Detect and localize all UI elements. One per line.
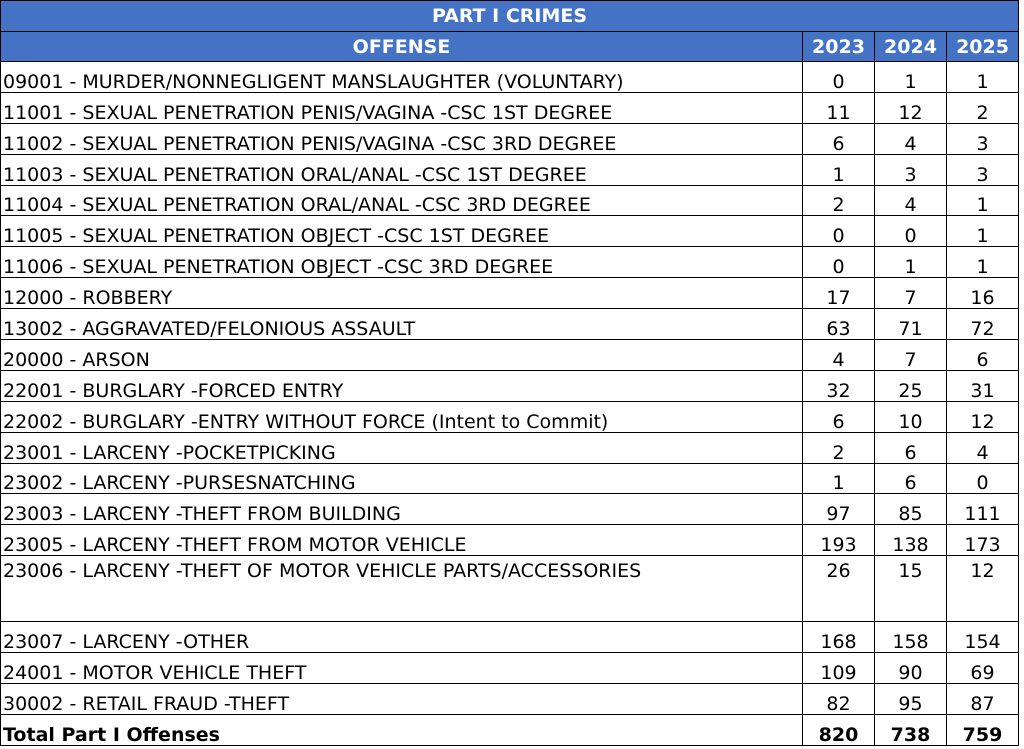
- offense-cell: 11006 - SEXUAL PENETRATION OBJECT -CSC 3RD DEGREE: [1, 247, 803, 278]
- count-2024-cell: 15: [875, 556, 947, 622]
- count-2023-cell: 6: [803, 401, 875, 432]
- count-2023-cell: 4: [803, 340, 875, 371]
- count-2025-cell: 1: [947, 247, 1019, 278]
- offense-cell: 13002 - AGGRAVATED/FELONIOUS ASSAULT: [1, 309, 803, 340]
- offense-cell: 22002 - BURGLARY -ENTRY WITHOUT FORCE (Intent to Commit): [1, 401, 803, 432]
- count-2025-cell: 111: [947, 494, 1019, 525]
- count-2023-cell: 82: [803, 684, 875, 715]
- count-2025-cell: 1: [947, 62, 1019, 93]
- count-2024-cell: 6: [875, 432, 947, 463]
- count-2023-cell: 63: [803, 309, 875, 340]
- count-2025-cell: 1: [947, 185, 1019, 216]
- offense-cell: 24001 - MOTOR VEHICLE THEFT: [1, 653, 803, 684]
- offense-cell: 23002 - LARCENY -PURSESNATCHING: [1, 463, 803, 494]
- count-2023-cell: 0: [803, 247, 875, 278]
- count-2024-cell: 1: [875, 62, 947, 93]
- table-row: [1, 92, 1019, 123]
- count-2025-cell: 12: [947, 401, 1019, 432]
- count-2025-cell: 31: [947, 370, 1019, 401]
- total-2023-cell: 820: [803, 714, 875, 745]
- column-header-offense: OFFENSE: [1, 32, 803, 62]
- count-2023-cell: 6: [803, 123, 875, 154]
- count-2023-cell: 97: [803, 494, 875, 525]
- count-2025-cell: 6: [947, 340, 1019, 371]
- offense-cell: 23006 - LARCENY -THEFT OF MOTOR VEHICLE PARTS/ACCESSORIES: [1, 556, 803, 622]
- count-2024-cell: 71: [875, 309, 947, 340]
- count-2025-cell: 3: [947, 123, 1019, 154]
- count-2023-cell: 2: [803, 432, 875, 463]
- count-2024-cell: 25: [875, 370, 947, 401]
- count-2024-cell: 95: [875, 684, 947, 715]
- count-2023-cell: 0: [803, 62, 875, 93]
- count-2025-cell: 1: [947, 216, 1019, 247]
- count-2023-cell: 26: [803, 556, 875, 622]
- table-row: [1, 463, 1019, 494]
- offense-cell: 23007 - LARCENY -OTHER: [1, 622, 803, 653]
- count-2023-cell: 2: [803, 185, 875, 216]
- total-2025-cell: 759: [947, 714, 1019, 745]
- column-header-2023: 2023: [803, 32, 875, 62]
- count-2025-cell: 12: [947, 556, 1019, 622]
- table-row: [1, 62, 1019, 93]
- count-2024-cell: 0: [875, 216, 947, 247]
- offense-cell: 11003 - SEXUAL PENETRATION ORAL/ANAL -CSC 1ST DEGREE: [1, 154, 803, 185]
- table-row: [1, 309, 1019, 340]
- offense-cell: 11001 - SEXUAL PENETRATION PENIS/VAGINA -CSC 1ST DEGREE: [1, 92, 803, 123]
- table-row: [1, 216, 1019, 247]
- table-row: [1, 684, 1019, 715]
- count-2024-cell: 138: [875, 525, 947, 556]
- offense-cell: 11002 - SEXUAL PENETRATION PENIS/VAGINA -CSC 3RD DEGREE: [1, 123, 803, 154]
- count-2023-cell: 1: [803, 154, 875, 185]
- count-2024-cell: 7: [875, 340, 947, 371]
- count-2025-cell: 2: [947, 92, 1019, 123]
- count-2024-cell: 7: [875, 278, 947, 309]
- count-2024-cell: 4: [875, 185, 947, 216]
- count-2023-cell: 32: [803, 370, 875, 401]
- table-row: [1, 432, 1019, 463]
- offense-cell: 11004 - SEXUAL PENETRATION ORAL/ANAL -CSC 3RD DEGREE: [1, 185, 803, 216]
- count-2023-cell: 193: [803, 525, 875, 556]
- count-2023-cell: 17: [803, 278, 875, 309]
- offense-cell: 23003 - LARCENY -THEFT FROM BUILDING: [1, 494, 803, 525]
- count-2025-cell: 16: [947, 278, 1019, 309]
- count-2023-cell: 109: [803, 653, 875, 684]
- table-row: [1, 622, 1019, 653]
- table-row: [1, 494, 1019, 525]
- table-row: [1, 247, 1019, 278]
- count-2024-cell: 10: [875, 401, 947, 432]
- total-2024-cell: 738: [875, 714, 947, 745]
- table-row: [1, 401, 1019, 432]
- column-header-2025: 2025: [947, 32, 1019, 62]
- table-row: [1, 278, 1019, 309]
- offense-cell: 11005 - SEXUAL PENETRATION OBJECT -CSC 1ST DEGREE: [1, 216, 803, 247]
- count-2024-cell: 158: [875, 622, 947, 653]
- table-title-row: [1, 1, 1019, 32]
- count-2025-cell: 3: [947, 154, 1019, 185]
- count-2024-cell: 85: [875, 494, 947, 525]
- count-2025-cell: 0: [947, 463, 1019, 494]
- offense-cell: 30002 - RETAIL FRAUD -THEFT: [1, 684, 803, 715]
- table-row: [1, 525, 1019, 556]
- table-row: [1, 653, 1019, 684]
- offense-cell: 22001 - BURGLARY -FORCED ENTRY: [1, 370, 803, 401]
- count-2025-cell: 173: [947, 525, 1019, 556]
- offense-cell: 12000 - ROBBERY: [1, 278, 803, 309]
- count-2025-cell: 87: [947, 684, 1019, 715]
- column-header-2024: 2024: [875, 32, 947, 62]
- count-2024-cell: 12: [875, 92, 947, 123]
- table-row: [1, 123, 1019, 154]
- count-2025-cell: 154: [947, 622, 1019, 653]
- count-2024-cell: 3: [875, 154, 947, 185]
- count-2023-cell: 11: [803, 92, 875, 123]
- count-2025-cell: 72: [947, 309, 1019, 340]
- column-header-row: [1, 32, 1019, 62]
- count-2024-cell: 6: [875, 463, 947, 494]
- table-title: PART I CRIMES: [1, 1, 1019, 32]
- offense-cell: 09001 - MURDER/NONNEGLIGENT MANSLAUGHTER (VOLUNTARY): [1, 62, 803, 93]
- offense-cell: 23005 - LARCENY -THEFT FROM MOTOR VEHICLE: [1, 525, 803, 556]
- offense-cell: 20000 - ARSON: [1, 340, 803, 371]
- count-2025-cell: 4: [947, 432, 1019, 463]
- count-2024-cell: 1: [875, 247, 947, 278]
- count-2023-cell: 168: [803, 622, 875, 653]
- total-label: Total Part I Offenses: [1, 714, 803, 745]
- count-2024-cell: 4: [875, 123, 947, 154]
- count-2025-cell: 69: [947, 653, 1019, 684]
- table-row: [1, 556, 1019, 622]
- count-2024-cell: 90: [875, 653, 947, 684]
- table-row: [1, 370, 1019, 401]
- table-row: [1, 185, 1019, 216]
- table-row: [1, 340, 1019, 371]
- count-2023-cell: 1: [803, 463, 875, 494]
- count-2023-cell: 0: [803, 216, 875, 247]
- total-row: [1, 714, 1019, 745]
- offense-cell: 23001 - LARCENY -POCKETPICKING: [1, 432, 803, 463]
- table-row: [1, 154, 1019, 185]
